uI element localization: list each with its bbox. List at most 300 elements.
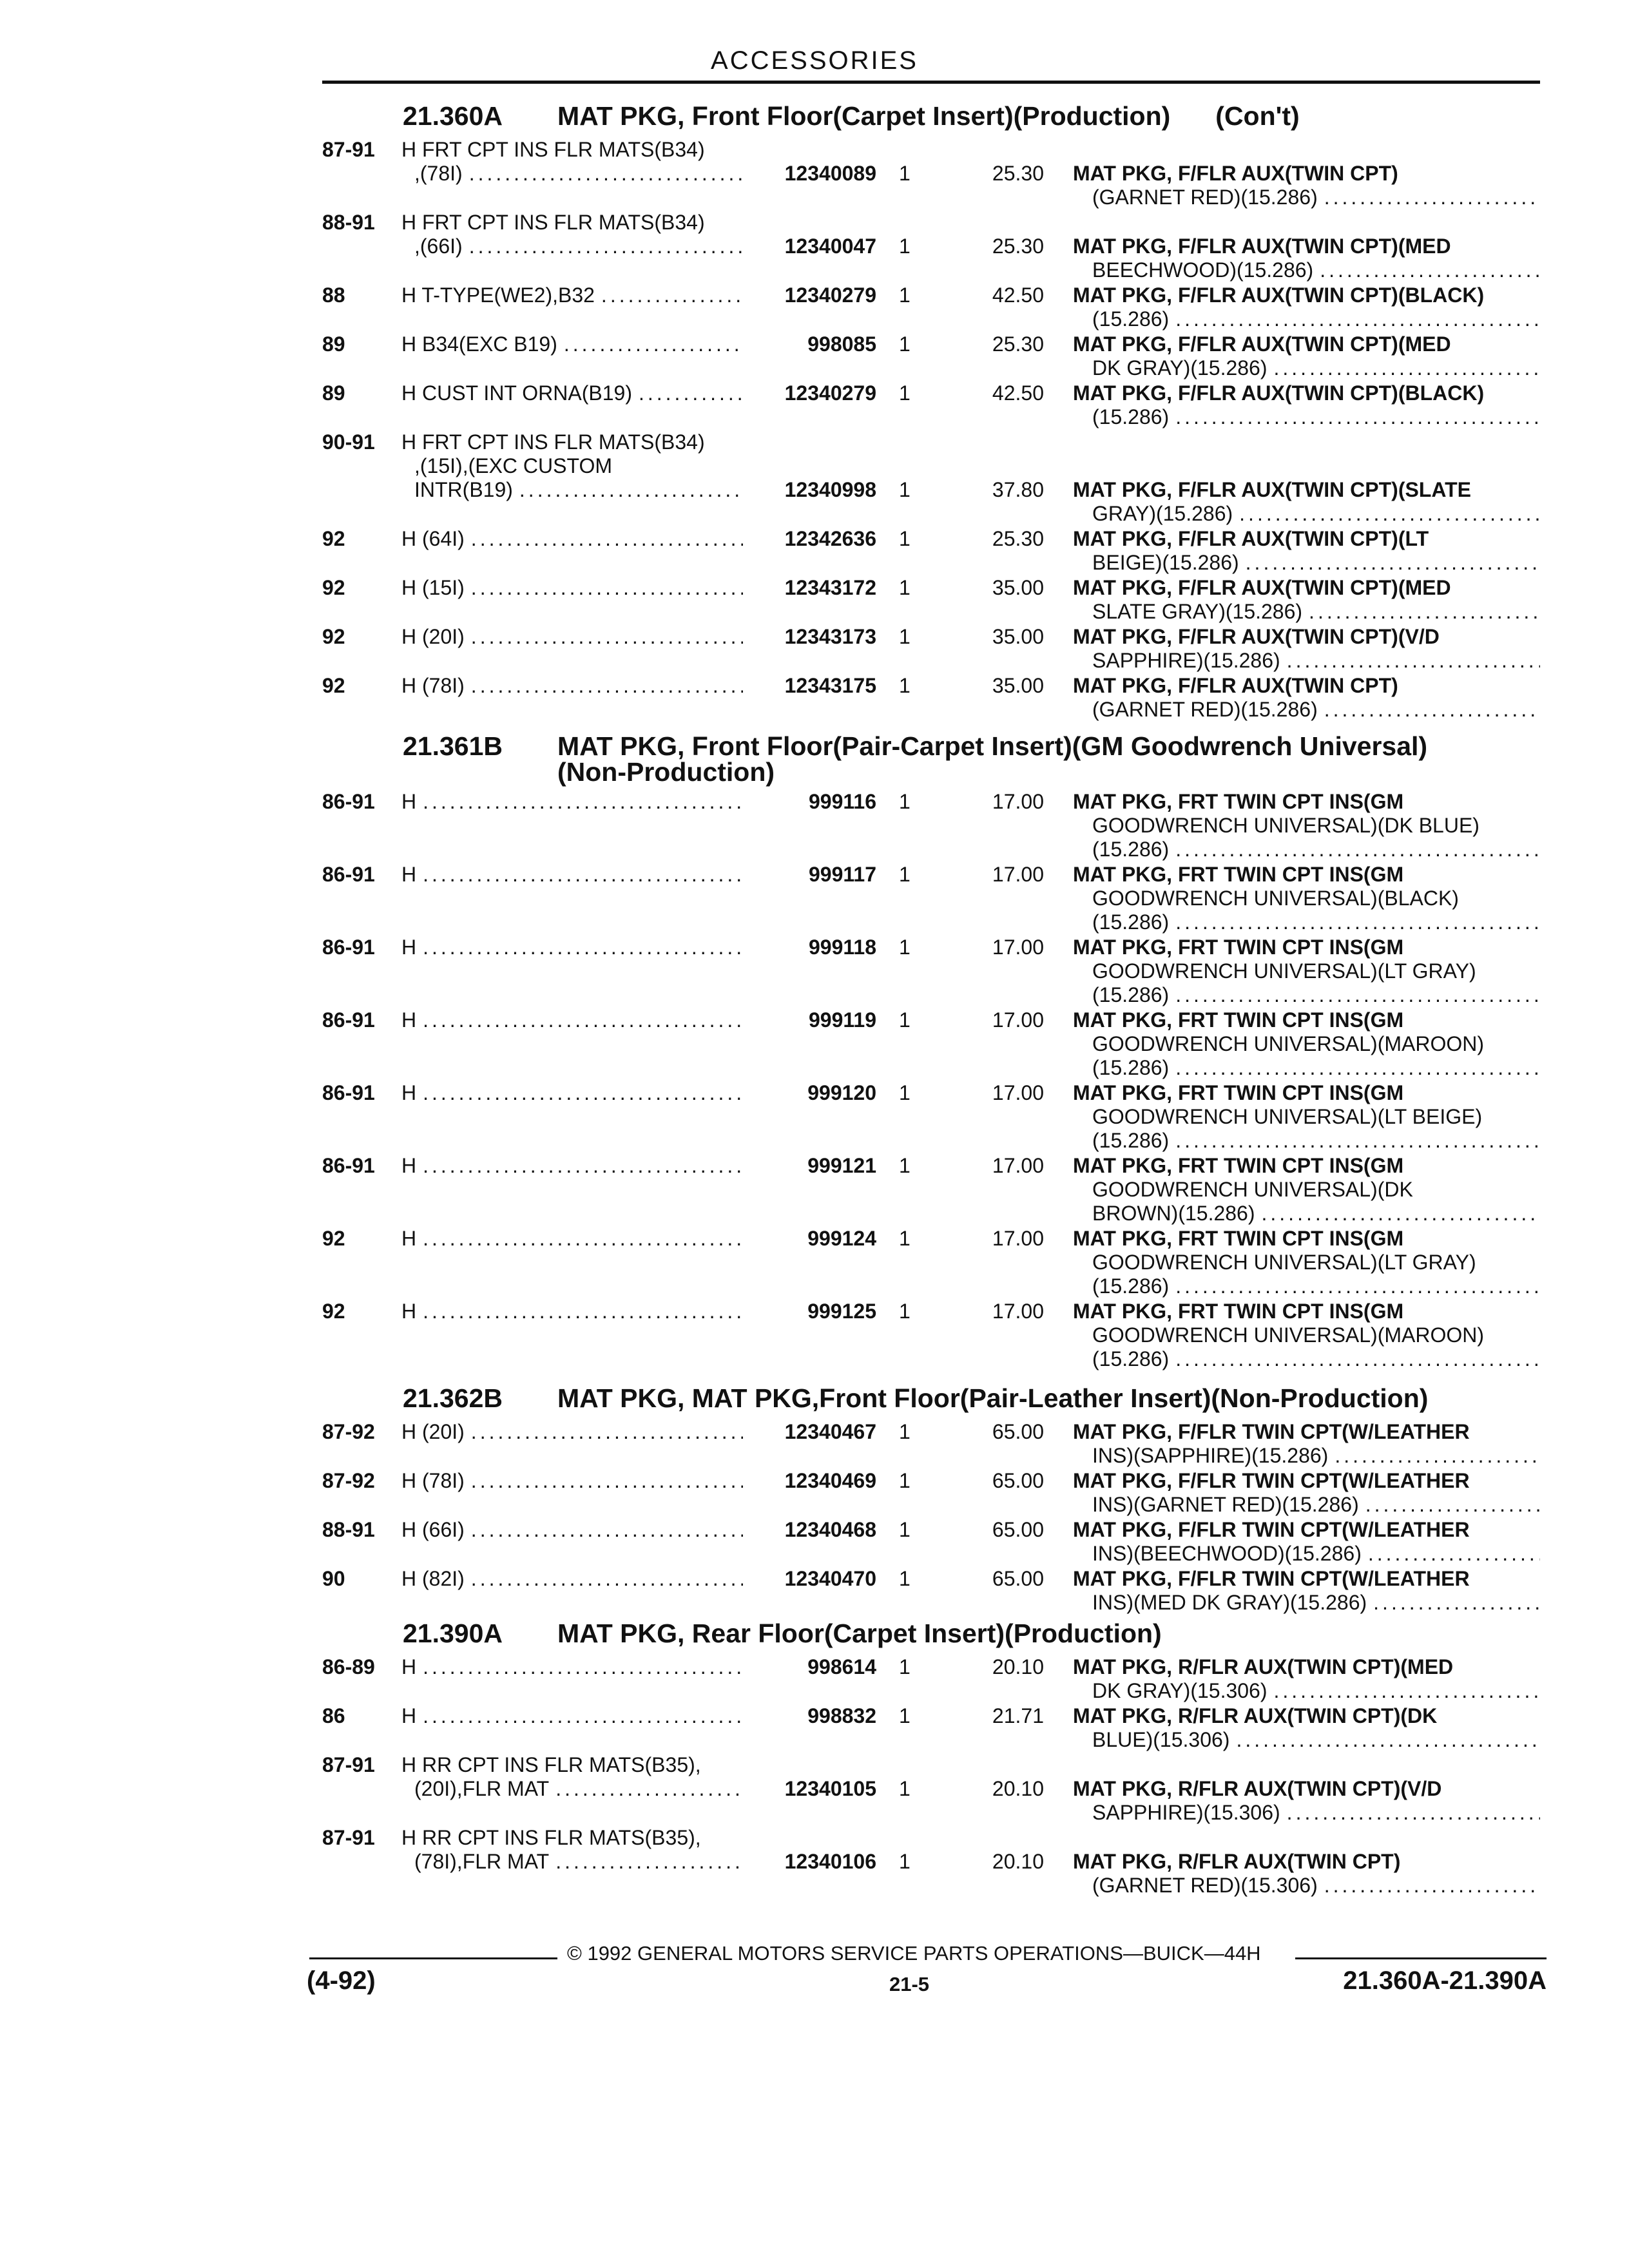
section-title: MAT PKG, Rear Floor(Carpet Insert)(Production): [557, 1619, 1162, 1648]
model-year: 87-91: [322, 138, 375, 161]
usage-text: H: [401, 936, 417, 959]
part-title-line: [1073, 1105, 1540, 1129]
part-title: [1073, 1777, 1540, 1825]
price: 17.00: [992, 936, 1044, 959]
part-title: [1073, 936, 1540, 1007]
usage-text: H (20I): [401, 625, 465, 648]
part-title-line: [1073, 1227, 1540, 1251]
usage-line: [401, 138, 743, 162]
price: 17.00: [992, 1227, 1044, 1250]
part-title-line: [1073, 235, 1540, 258]
footer-date: (4-92): [307, 1966, 376, 1995]
usage-text: H FRT CPT INS FLR MATS(B34): [401, 430, 705, 454]
price: 65.00: [992, 1420, 1044, 1443]
part-title: [1073, 284, 1540, 331]
part-title-text: MAT PKG, F/FLR AUX(TWIN CPT)(SLATE: [1073, 478, 1471, 501]
part-title-line: [1073, 1874, 1540, 1898]
part-title-text: GOODWRENCH UNIVERSAL)(MAROON): [1092, 1323, 1485, 1347]
part-title-text: GOODWRENCH UNIVERSAL)(LT GRAY): [1092, 1251, 1476, 1274]
part-number: 12340279: [784, 284, 876, 307]
dot-leader: [1239, 502, 1540, 526]
usage-text: H RR CPT INS FLR MATS(B35),: [401, 1753, 701, 1776]
usage-line: [401, 1704, 743, 1728]
part-title-line: [1073, 576, 1540, 600]
dot-leader: [423, 1655, 743, 1679]
usage-text: H: [401, 1704, 417, 1727]
section-heading: [403, 103, 1300, 129]
part-title-text: DK GRAY)(15.306): [1092, 1679, 1268, 1702]
part-title-line: [1073, 502, 1540, 526]
part-title-text: MAT PKG, F/FLR TWIN CPT(W/LEATHER: [1073, 1469, 1470, 1492]
title-rule: [322, 81, 1540, 84]
dot-leader: [471, 1420, 743, 1444]
usage-text: H (15I): [401, 576, 465, 599]
part-title-line: [1073, 1679, 1540, 1703]
part-title-text: MAT PKG, R/FLR AUX(TWIN CPT)(DK: [1073, 1704, 1438, 1727]
part-title-text: BLUE)(15.306): [1092, 1728, 1230, 1751]
part-title: [1073, 1518, 1540, 1566]
part-title-text: MAT PKG, F/FLR AUX(TWIN CPT)(MED: [1073, 576, 1451, 599]
part-title-text: MAT PKG, FRT TWIN CPT INS(GM: [1073, 1008, 1404, 1032]
usage-description: [401, 1655, 743, 1679]
part-title-text: MAT PKG, R/FLR AUX(TWIN CPT)(MED: [1073, 1655, 1454, 1678]
quantity: 1: [899, 1777, 911, 1800]
part-title-text: DK GRAY)(15.286): [1092, 356, 1268, 380]
usage-description: [401, 211, 743, 258]
part-title-line: [1073, 1567, 1540, 1591]
price: 17.00: [992, 1300, 1044, 1323]
usage-description: [401, 430, 743, 502]
dot-leader: [1175, 1056, 1540, 1080]
part-number: 12340468: [784, 1518, 876, 1541]
dot-leader: [469, 235, 743, 258]
part-title-text: MAT PKG, F/FLR TWIN CPT(W/LEATHER: [1073, 1420, 1470, 1443]
part-title-text: MAT PKG, R/FLR AUX(TWIN CPT)(V/D: [1073, 1777, 1442, 1800]
usage-text: H (66I): [401, 1518, 465, 1541]
usage-line: [401, 162, 743, 186]
dot-leader: [1324, 698, 1540, 722]
quantity: 1: [899, 936, 911, 959]
part-title-line: [1073, 1704, 1540, 1728]
part-title: [1073, 576, 1540, 624]
part-title-text: (15.286): [1092, 983, 1170, 1006]
usage-text: H (64I): [401, 527, 465, 550]
part-title-line: [1073, 258, 1540, 282]
part-title-text: BEIGE)(15.286): [1092, 551, 1239, 574]
part-title-text: (15.286): [1092, 1347, 1170, 1370]
dot-leader: [1274, 356, 1541, 380]
usage-line: [401, 1008, 743, 1032]
part-title-text: (15.286): [1092, 1056, 1170, 1079]
quantity: 1: [899, 790, 911, 813]
usage-line: [401, 576, 743, 600]
part-title-line: [1073, 1469, 1540, 1493]
section-title: MAT PKG, Front Floor(Carpet Insert)(Production): [557, 101, 1171, 131]
usage-description: [401, 674, 743, 698]
section-number: 21.390A: [403, 1619, 503, 1648]
section-number: 21.362B: [403, 1383, 503, 1413]
usage-text: H CUST INT ORNA(B19): [401, 381, 632, 405]
part-title-text: BEECHWOOD)(15.286): [1092, 258, 1314, 282]
dot-leader: [471, 625, 743, 649]
part-title-text: MAT PKG, FRT TWIN CPT INS(GM: [1073, 1227, 1404, 1250]
usage-description: [401, 1469, 743, 1493]
usage-description: [401, 1420, 743, 1444]
usage-text: H T-TYPE(WE2),B32: [401, 284, 595, 307]
part-number: 999118: [808, 936, 876, 959]
part-title: [1073, 235, 1540, 282]
usage-text: H: [401, 1081, 417, 1104]
model-year: 90-91: [322, 430, 375, 454]
price: 17.00: [992, 1081, 1044, 1104]
usage-text: H (78I): [401, 674, 465, 697]
part-title-text: MAT PKG, FRT TWIN CPT INS(GM: [1073, 863, 1404, 886]
quantity: 1: [899, 625, 911, 648]
part-title-line: [1073, 936, 1540, 959]
usage-line: [401, 478, 743, 502]
usage-text: H: [401, 863, 417, 886]
usage-line: [401, 332, 743, 356]
model-year: 86-91: [322, 936, 375, 959]
part-title-text: INS)(MED DK GRAY)(15.286): [1092, 1591, 1367, 1614]
part-title-text: MAT PKG, FRT TWIN CPT INS(GM: [1073, 1081, 1404, 1104]
quantity: 1: [899, 1850, 911, 1873]
model-year: 86-89: [322, 1655, 375, 1678]
part-title-text: MAT PKG, FRT TWIN CPT INS(GM: [1073, 1300, 1404, 1323]
price: 25.30: [992, 332, 1044, 356]
price: 25.30: [992, 527, 1044, 550]
part-title: [1073, 1469, 1540, 1517]
part-title-line: [1073, 284, 1540, 307]
price: 65.00: [992, 1518, 1044, 1541]
price: 42.50: [992, 284, 1044, 307]
quantity: 1: [899, 1518, 911, 1541]
dot-leader: [1236, 1728, 1540, 1752]
dot-leader: [1262, 1202, 1541, 1225]
dot-leader: [1274, 1679, 1541, 1703]
dot-leader: [423, 790, 743, 814]
dot-leader: [423, 1081, 743, 1105]
footer-page-number: 21-5: [889, 1973, 930, 1995]
dot-leader: [639, 381, 743, 405]
dot-leader: [1175, 405, 1540, 429]
part-number: 999120: [807, 1081, 876, 1104]
usage-description: [401, 863, 743, 887]
model-year: 92: [322, 576, 345, 599]
price: 35.00: [992, 576, 1044, 599]
usage-description: [401, 284, 743, 307]
usage-line: [401, 454, 743, 478]
part-title-text: GOODWRENCH UNIVERSAL)(DK: [1092, 1178, 1413, 1201]
part-title-text: MAT PKG, FRT TWIN CPT INS(GM: [1073, 936, 1404, 959]
part-title: [1073, 1420, 1540, 1468]
dot-leader: [1175, 838, 1540, 861]
part-title-text: BROWN)(15.286): [1092, 1202, 1255, 1225]
usage-description: [401, 381, 743, 405]
dot-leader: [471, 1518, 743, 1542]
footer-copyright: © 1992 GENERAL MOTORS SERVICE PARTS OPERATIONS—BUICK—44H: [567, 1942, 1261, 1965]
usage-description: [401, 1154, 743, 1178]
usage-line: [401, 936, 743, 959]
usage-text: ,(15I),(EXC CUSTOM: [414, 454, 612, 477]
model-year: 86: [322, 1704, 345, 1727]
dot-leader: [469, 162, 743, 186]
part-number: 999121: [807, 1154, 876, 1177]
usage-description: [401, 1826, 743, 1874]
model-year: 89: [322, 332, 345, 356]
price: 35.00: [992, 674, 1044, 697]
price: 35.00: [992, 625, 1044, 648]
part-title-text: (15.286): [1092, 307, 1170, 331]
part-title-line: [1073, 600, 1540, 624]
part-title-text: GOODWRENCH UNIVERSAL)(MAROON): [1092, 1032, 1485, 1055]
part-number: 998832: [807, 1704, 876, 1727]
usage-line: [401, 381, 743, 405]
dot-leader: [471, 674, 743, 698]
part-title-line: [1073, 162, 1540, 186]
usage-text: H: [401, 1154, 417, 1177]
part-title-text: MAT PKG, R/FLR AUX(TWIN CPT): [1073, 1850, 1401, 1873]
dot-leader: [1365, 1493, 1540, 1517]
part-title-line: [1073, 1202, 1540, 1225]
model-year: 90: [322, 1567, 345, 1590]
usage-line: [401, 1777, 743, 1801]
usage-line: [401, 211, 743, 235]
part-title-text: MAT PKG, F/FLR AUX(TWIN CPT)(BLACK): [1073, 284, 1485, 307]
usage-description: [401, 625, 743, 649]
part-title-text: MAT PKG, F/FLR AUX(TWIN CPT)(LT: [1073, 527, 1429, 550]
part-title-text: (15.286): [1092, 405, 1170, 428]
dot-leader: [423, 1008, 743, 1032]
part-title-text: MAT PKG, F/FLR AUX(TWIN CPT)(MED: [1073, 235, 1451, 258]
part-title-line: [1073, 910, 1540, 934]
part-title-line: [1073, 1323, 1540, 1347]
part-title-text: MAT PKG, F/FLR AUX(TWIN CPT): [1073, 162, 1398, 185]
quantity: 1: [899, 863, 911, 886]
part-title-text: INS)(GARNET RED)(15.286): [1092, 1493, 1359, 1516]
part-title-line: [1073, 551, 1540, 575]
part-title-text: (GARNET RED)(15.286): [1092, 186, 1318, 209]
part-title-line: [1073, 1347, 1540, 1371]
part-title-line: [1073, 527, 1540, 551]
part-title-line: [1073, 625, 1540, 649]
part-title-line: [1073, 478, 1540, 502]
dot-leader: [471, 576, 743, 600]
part-number: 12340998: [784, 478, 876, 501]
part-title-text: (15.286): [1092, 838, 1170, 861]
model-year: 87-92: [322, 1420, 375, 1443]
part-number: 12343172: [784, 576, 876, 599]
usage-line: [401, 430, 743, 454]
part-number: 999119: [808, 1008, 876, 1032]
model-year: 89: [322, 381, 345, 405]
part-title-text: INS)(BEECHWOOD)(15.286): [1092, 1542, 1362, 1565]
part-title-line: [1073, 1032, 1540, 1056]
usage-text: INTR(B19): [414, 478, 513, 501]
usage-line: [401, 1300, 743, 1323]
part-number: 998085: [807, 332, 876, 356]
dot-leader: [1335, 1444, 1540, 1468]
section-heading: [403, 1385, 1428, 1411]
part-title-line: [1073, 674, 1540, 698]
part-title-text: MAT PKG, FRT TWIN CPT INS(GM: [1073, 790, 1404, 813]
section-heading: [403, 1620, 1162, 1646]
usage-text: H B34(EXC B19): [401, 332, 557, 356]
quantity: 1: [899, 527, 911, 550]
model-year: 92: [322, 674, 345, 697]
part-title: [1073, 1655, 1540, 1703]
usage-description: [401, 1753, 743, 1801]
part-title-line: [1073, 1129, 1540, 1153]
part-title-line: [1073, 1518, 1540, 1542]
part-title-line: [1073, 959, 1540, 983]
usage-text: (20I),FLR MAT: [414, 1777, 550, 1800]
usage-text: ,(78I): [414, 162, 463, 185]
part-title-text: INS)(SAPPHIRE)(15.286): [1092, 1444, 1329, 1467]
section-heading: [403, 733, 1427, 785]
usage-line: [401, 1518, 743, 1542]
part-title-text: GOODWRENCH UNIVERSAL)(BLACK): [1092, 887, 1459, 910]
section-title: MAT PKG, MAT PKG,Front Floor(Pair-Leather Insert)(Non-Production): [557, 1383, 1429, 1413]
price: 17.00: [992, 863, 1044, 886]
usage-line: [401, 284, 743, 307]
part-title-line: [1073, 332, 1540, 356]
usage-description: [401, 1227, 743, 1251]
dot-leader: [1246, 551, 1540, 575]
part-title-line: [1073, 1251, 1540, 1274]
part-title-line: [1073, 1801, 1540, 1825]
part-title: [1073, 1300, 1540, 1371]
part-title-text: MAT PKG, FRT TWIN CPT INS(GM: [1073, 1154, 1404, 1177]
part-title-text: (GARNET RED)(15.306): [1092, 1874, 1318, 1897]
model-year: 86-91: [322, 1081, 375, 1104]
model-year: 86-91: [322, 1154, 375, 1177]
part-title-text: SLATE GRAY)(15.286): [1092, 600, 1303, 623]
part-number: 12340106: [784, 1850, 876, 1873]
usage-description: [401, 1081, 743, 1105]
part-number: 999125: [807, 1300, 876, 1323]
part-title-line: [1073, 1591, 1540, 1615]
model-year: 87-92: [322, 1469, 375, 1492]
part-title: [1073, 863, 1540, 934]
model-year: 86-91: [322, 863, 375, 886]
dot-leader: [519, 478, 743, 502]
usage-line: [401, 863, 743, 887]
part-number: 12340089: [784, 162, 876, 185]
price: 37.80: [992, 478, 1044, 501]
part-title: [1073, 1154, 1540, 1225]
dot-leader: [1368, 1542, 1540, 1566]
part-title-text: (GARNET RED)(15.286): [1092, 698, 1318, 721]
part-title-line: [1073, 698, 1540, 722]
part-number: 12343175: [784, 674, 876, 697]
part-title-line: [1073, 356, 1540, 380]
dot-leader: [1175, 307, 1540, 331]
part-title-text: GOODWRENCH UNIVERSAL)(LT GRAY): [1092, 959, 1476, 983]
part-title-text: SAPPHIRE)(15.286): [1092, 649, 1280, 672]
dot-leader: [1175, 1347, 1540, 1371]
quantity: 1: [899, 478, 911, 501]
part-title-text: (15.286): [1092, 1129, 1170, 1152]
price: 20.10: [992, 1655, 1044, 1678]
usage-description: [401, 1704, 743, 1728]
price: 25.30: [992, 235, 1044, 258]
usage-description: [401, 790, 743, 814]
model-year: 92: [322, 527, 345, 550]
part-title: [1073, 1008, 1540, 1080]
model-year: 87-91: [322, 1826, 375, 1849]
dot-leader: [423, 936, 743, 959]
part-title-line: [1073, 1420, 1540, 1444]
usage-description: [401, 1518, 743, 1542]
part-title-text: MAT PKG, F/FLR TWIN CPT(W/LEATHER: [1073, 1518, 1470, 1541]
part-title-text: GOODWRENCH UNIVERSAL)(DK BLUE): [1092, 814, 1480, 837]
dot-leader: [423, 1227, 743, 1251]
part-title: [1073, 1567, 1540, 1615]
part-number: 12340047: [784, 235, 876, 258]
part-number: 12343173: [784, 625, 876, 648]
footer-section-range: 21.360A-21.390A: [1343, 1966, 1547, 1995]
part-title-line: [1073, 649, 1540, 673]
part-title-line: [1073, 887, 1540, 910]
dot-leader: [1320, 258, 1540, 282]
usage-description: [401, 1567, 743, 1591]
usage-text: H: [401, 790, 417, 813]
part-number: 999116: [808, 790, 876, 813]
dot-leader: [1175, 983, 1540, 1007]
part-title-text: MAT PKG, F/FLR AUX(TWIN CPT)(MED: [1073, 332, 1451, 356]
price: 20.10: [992, 1777, 1044, 1800]
part-title-line: [1073, 983, 1540, 1007]
usage-text: H (82I): [401, 1567, 465, 1590]
part-title-line: [1073, 307, 1540, 331]
usage-text: (78I),FLR MAT: [414, 1850, 550, 1873]
part-title-line: [1073, 1728, 1540, 1752]
part-title-line: [1073, 1542, 1540, 1566]
part-number: 12340279: [784, 381, 876, 405]
model-year: 88: [322, 284, 345, 307]
part-title-text: GOODWRENCH UNIVERSAL)(LT BEIGE): [1092, 1105, 1483, 1128]
quantity: 1: [899, 1227, 911, 1250]
usage-description: [401, 576, 743, 600]
usage-description: [401, 1008, 743, 1032]
part-title: [1073, 478, 1540, 526]
quantity: 1: [899, 1008, 911, 1032]
part-title-line: [1073, 1850, 1540, 1874]
price: 20.10: [992, 1850, 1044, 1873]
part-title-text: GRAY)(15.286): [1092, 502, 1233, 525]
model-year: 86-91: [322, 790, 375, 813]
model-year: 88-91: [322, 211, 375, 234]
section-subtitle: (Non-Production): [557, 757, 775, 787]
part-number: 999117: [808, 863, 876, 886]
usage-description: [401, 138, 743, 186]
page-title: ACCESSORIES: [711, 46, 918, 75]
part-title-line: [1073, 1081, 1540, 1105]
usage-line: [401, 235, 743, 258]
part-title: [1073, 1850, 1540, 1898]
section-title: MAT PKG, Front Floor(Pair-Carpet Insert)(GM Goodwrench Universal): [557, 731, 1428, 761]
part-title-line: [1073, 790, 1540, 814]
dot-leader: [601, 284, 743, 307]
dot-leader: [471, 1567, 743, 1591]
usage-description: [401, 1300, 743, 1323]
part-number: 998614: [807, 1655, 876, 1678]
usage-line: [401, 674, 743, 698]
part-number: 12342636: [784, 527, 876, 550]
usage-line: [401, 1154, 743, 1178]
part-title-line: [1073, 1300, 1540, 1323]
